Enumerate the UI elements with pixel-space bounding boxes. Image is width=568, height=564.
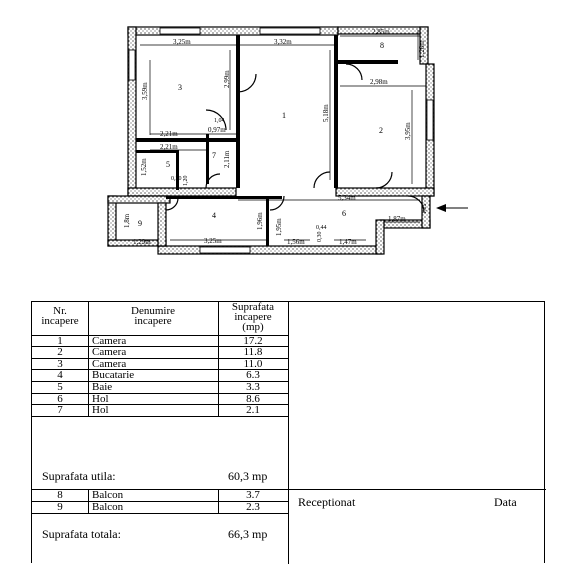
table-row-name: Camera	[92, 335, 127, 347]
useful-area-label: Suprafata utila:	[42, 469, 116, 483]
room-label-8: 8	[380, 41, 384, 50]
dim-5-34: 5,34m	[338, 194, 356, 202]
rooms-table	[31, 301, 545, 563]
dim-2-21-b: 2,21m	[160, 143, 178, 151]
table-row-area: 3.3	[246, 381, 260, 393]
dim-0-44: 0,44	[316, 225, 327, 231]
balcony-row-nr: 9	[57, 501, 63, 513]
table-row-name: Camera	[92, 358, 127, 370]
dim-5-18: 5,18m	[322, 104, 330, 122]
table-row-nr: 6	[57, 393, 63, 405]
table-row-nr: 7	[57, 404, 63, 416]
header-nr: Nr. incapere	[41, 305, 79, 327]
dim-1-29: 1,29m	[133, 238, 151, 246]
room-label-4: 4	[212, 211, 216, 220]
table-row-area: 2.1	[246, 404, 260, 416]
balcony-row-nr: 8	[57, 489, 63, 501]
dim-1-20: 1,20	[183, 175, 189, 186]
total-area-label: Suprafata totala:	[42, 527, 121, 541]
received-label: Receptionat	[298, 495, 356, 509]
table-row-area: 11.0	[243, 358, 263, 370]
table-row-nr: 4	[57, 369, 63, 381]
dim-2-98: 2,98m	[370, 78, 388, 86]
room-label-6: 6	[342, 209, 346, 218]
room-label-1: 1	[282, 111, 286, 120]
table-row-nr: 3	[57, 358, 63, 370]
room-label-3: 3	[178, 83, 182, 92]
table-row-name: Camera	[92, 346, 127, 358]
dim-3-95: 3,95m	[404, 122, 412, 140]
header-suprafata: Suprafata incapere (mp)	[231, 301, 275, 333]
useful-area-value: 60,3 mp	[228, 469, 268, 483]
dim-0-30: 0,30	[317, 231, 323, 242]
dim-1-95: 1,95m	[275, 218, 283, 236]
dim-3-25-bottom: 3,25m	[204, 237, 222, 245]
header-denumire: Denumire incapere	[131, 305, 175, 327]
table-row-name: Baie	[92, 381, 113, 393]
dim-3-59: 3,59m	[141, 82, 149, 100]
table-row-area: 17.2	[243, 335, 263, 347]
dim-2-85: 2,85m	[372, 28, 390, 36]
room-label-2: 2	[379, 126, 383, 135]
dim-1-15: 1,15	[422, 203, 428, 214]
dim-1-96: 1,96m	[256, 212, 264, 230]
balcony-row-name: Balcon	[92, 501, 124, 513]
dim-3-25-top: 3,25m	[173, 38, 191, 46]
dim-1-47: 1,47m	[339, 238, 357, 246]
dim-2-11: 2,11m	[223, 150, 231, 168]
dimension-lines	[140, 30, 468, 240]
room-label-7: 7	[212, 151, 216, 160]
inner-walls	[136, 35, 424, 246]
table-row-area: 11.8	[243, 346, 263, 358]
table-row-name: Hol	[92, 393, 109, 405]
table-row-area: 8.6	[246, 393, 260, 405]
table-row-name: Hol	[92, 404, 109, 416]
balcony-row-area: 3.7	[246, 489, 260, 501]
dim-1-87: 1,87m	[388, 215, 406, 223]
dim-0-20: 0,20	[171, 176, 182, 182]
dim-1-04: 1,04	[214, 118, 225, 124]
dim-1-52: 1,52m	[140, 158, 148, 176]
total-area-value: 66,3 mp	[228, 527, 268, 541]
table-row-name: Bucatarie	[92, 369, 135, 381]
table-row-nr: 2	[57, 346, 63, 358]
dim-1-28: 1,28m	[418, 40, 426, 58]
dim-3-32: 3,32m	[274, 38, 292, 46]
balcony-row-area: 2.3	[246, 501, 260, 513]
dim-0-97: 0,97m	[208, 126, 226, 134]
dim-1-56: 1,56m	[287, 238, 305, 246]
dim-1-8: 1,8m	[123, 213, 131, 228]
room-label-9: 9	[138, 219, 142, 228]
table-row-nr: 5	[57, 381, 63, 393]
table-row-nr: 1	[57, 335, 63, 347]
date-label: Data	[494, 495, 517, 509]
table-row-area: 6.3	[246, 369, 260, 381]
dim-2-99: 2,99m	[223, 70, 231, 88]
balcony-row-name: Balcon	[92, 489, 124, 501]
dim-2-21-a: 2,21m	[160, 130, 178, 138]
room-label-5: 5	[166, 160, 170, 169]
